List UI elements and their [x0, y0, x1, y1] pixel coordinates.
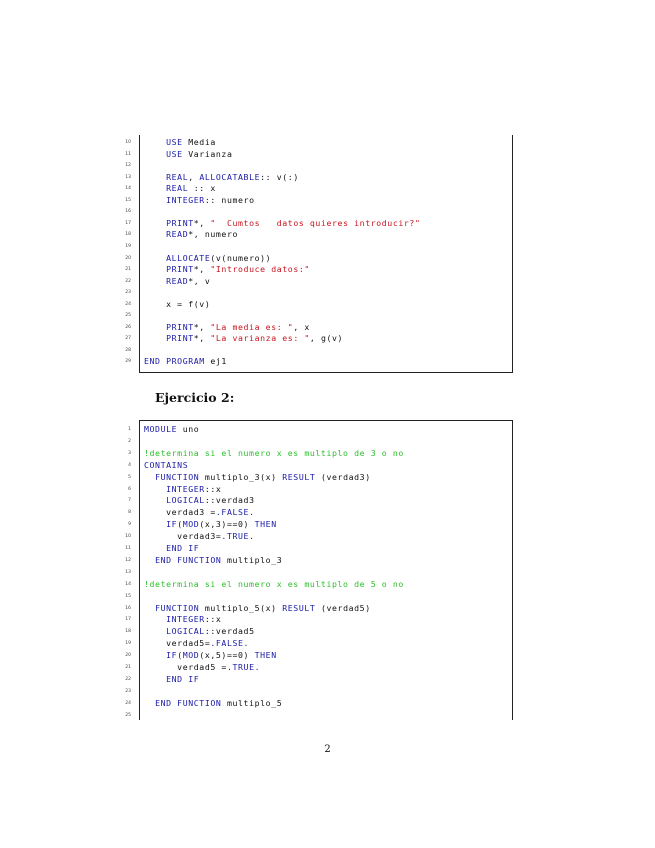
- line-number: 16: [125, 605, 131, 611]
- code-text: [144, 698, 282, 708]
- code-token: *, numero: [188, 229, 239, 240]
- line-number: 11: [125, 546, 131, 551]
- code-token: *, v: [188, 275, 211, 286]
- code-text: [144, 614, 221, 624]
- line-number: 10: [125, 140, 131, 145]
- code-keyword: IF: [166, 519, 178, 530]
- code-text: [144, 137, 216, 147]
- code-text: [144, 662, 260, 672]
- line-number: 18: [125, 232, 131, 238]
- line-number: 3: [128, 450, 131, 456]
- line-number: 21: [125, 267, 131, 273]
- line-number: 14: [125, 581, 131, 587]
- code-token: ::x: [204, 614, 222, 625]
- line-number: 20: [125, 255, 131, 261]
- code-keyword: END FUNCTION: [155, 554, 222, 565]
- code-token: , g(v): [309, 333, 344, 344]
- code-text: [144, 555, 282, 565]
- code-keyword: LOGICAL: [166, 495, 205, 506]
- code-keyword: READ: [166, 229, 189, 240]
- code-keyword: CONTAINS: [144, 459, 189, 470]
- line-number: 19: [125, 243, 131, 249]
- code-token: [144, 472, 155, 482]
- code-keyword: THEN: [254, 650, 277, 661]
- code-token: ::x: [204, 483, 222, 494]
- line-number: 25: [125, 712, 131, 718]
- code-keyword: END PROGRAM: [144, 356, 205, 367]
- code-text: [144, 333, 343, 343]
- code-token: multiplo_3: [221, 554, 283, 565]
- code-token: multiplo_3(x): [199, 471, 283, 482]
- code-token: [144, 698, 155, 708]
- code-text: [144, 484, 221, 494]
- code-token: [144, 183, 166, 193]
- code-token: [144, 276, 166, 286]
- line-number: 6: [128, 486, 131, 492]
- line-number: 12: [125, 557, 131, 563]
- code-token: [144, 626, 166, 636]
- code-keyword: .TRUE.: [221, 531, 255, 542]
- code-keyword: MODULE: [144, 424, 178, 434]
- code-text: [144, 356, 227, 366]
- code-text: [144, 424, 199, 434]
- line-number: 8: [128, 510, 131, 516]
- code-token: ::verdad5: [204, 626, 255, 637]
- code-keyword: END FUNCTION: [155, 697, 222, 708]
- code-token: (verdad3): [315, 471, 371, 482]
- page-number: 2: [324, 744, 331, 755]
- code-text: [144, 448, 404, 458]
- code-token: (verdad5): [315, 602, 371, 613]
- line-number: 22: [125, 676, 131, 682]
- code-keyword: PRINT: [166, 264, 194, 275]
- code-token: [144, 603, 155, 613]
- code-keyword: ALLOCATE: [166, 252, 211, 263]
- code-keyword: FUNCTION: [155, 471, 200, 482]
- code-token: [144, 264, 166, 274]
- code-token: ::verdad3: [204, 495, 255, 506]
- line-number: 7: [128, 498, 131, 504]
- code-keyword: MOD: [182, 650, 200, 661]
- code-text: [144, 460, 188, 470]
- code-keyword: REAL: [166, 183, 189, 194]
- code-keyword: REAL: [166, 171, 189, 182]
- code-token: verdad3 =: [144, 507, 216, 518]
- code-token: ej1: [204, 356, 227, 367]
- code-text: [144, 638, 249, 648]
- code-text: [144, 229, 238, 239]
- code-text: [144, 183, 216, 193]
- line-number: 20: [125, 653, 131, 659]
- code-token: *,: [193, 264, 211, 275]
- code-keyword: INTEGER: [166, 194, 205, 205]
- code-token: verdad5=: [144, 638, 211, 649]
- code-text: [144, 507, 255, 517]
- line-number: 1: [128, 427, 131, 432]
- code-keyword: END IF: [166, 673, 200, 684]
- code-keyword: .TRUE.: [226, 662, 261, 672]
- code-token: ,: [188, 171, 200, 182]
- code-token: (: [177, 519, 183, 530]
- line-number: 15: [125, 197, 131, 203]
- code-token: (x,3)==0): [199, 519, 255, 530]
- code-keyword: PRINT: [166, 321, 194, 332]
- code-token: [144, 674, 166, 684]
- line-number: 21: [125, 665, 131, 670]
- code-text: [144, 495, 255, 505]
- code-text: [144, 603, 371, 613]
- line-number: 27: [125, 336, 131, 342]
- code-token: [144, 229, 166, 239]
- code-listing-1: [125, 135, 513, 373]
- code-text: [144, 299, 210, 309]
- code-token: verdad3=: [144, 531, 222, 542]
- line-number: 16: [125, 209, 131, 215]
- code-keyword: LOGICAL: [166, 626, 205, 637]
- code-token: *,: [193, 321, 211, 332]
- code-keyword: PRINT: [166, 217, 194, 228]
- line-number: 23: [125, 290, 131, 296]
- code-token: verdad5 =: [144, 662, 227, 672]
- code-token: :: v(:): [260, 171, 299, 182]
- line-number: 4: [128, 462, 131, 468]
- line-number: 17: [125, 220, 131, 226]
- code-text: [144, 674, 199, 684]
- code-token: x = f(v): [144, 298, 211, 309]
- code-keyword: RESULT: [282, 602, 316, 613]
- code-token: multiplo_5: [221, 697, 283, 708]
- line-number: 5: [128, 474, 131, 480]
- code-keyword: READ: [166, 275, 189, 286]
- code-text: [144, 519, 277, 529]
- line-number: 17: [125, 617, 131, 623]
- code-text: [144, 195, 255, 205]
- code-keyword: END IF: [166, 543, 200, 553]
- code-text: [144, 650, 277, 660]
- line-number: 24: [125, 301, 131, 307]
- line-number: 19: [125, 641, 131, 647]
- line-number: 12: [125, 163, 131, 169]
- code-keyword: FUNCTION: [155, 602, 200, 613]
- line-number: 13: [125, 569, 131, 575]
- code-string: " Cumtos datos quieres introducir?": [210, 217, 421, 228]
- code-token: Media: [182, 137, 216, 147]
- code-token: multiplo_5(x): [199, 602, 283, 613]
- code-token: , x: [293, 321, 310, 332]
- code-token: [144, 614, 166, 624]
- code-keyword: ALLOCATABLE: [199, 171, 261, 182]
- code-token: :: x: [188, 183, 216, 194]
- code-token: :: numero: [204, 194, 255, 205]
- line-number: 23: [125, 688, 131, 694]
- line-number: 9: [128, 522, 131, 528]
- code-token: *,: [193, 217, 211, 228]
- code-text: [144, 218, 421, 228]
- line-number: 14: [125, 186, 131, 192]
- code-token: uno: [177, 424, 200, 434]
- code-keyword: .FALSE.: [215, 507, 255, 518]
- code-text: [144, 276, 210, 286]
- code-token: [144, 519, 166, 529]
- line-number: 28: [125, 347, 131, 353]
- code-listing-2: [125, 420, 513, 720]
- code-keyword: RESULT: [282, 471, 316, 482]
- code-token: [144, 172, 166, 182]
- code-token: [144, 650, 166, 660]
- code-keyword: USE: [166, 137, 183, 147]
- code-text: [144, 579, 404, 589]
- code-token: Varianza: [182, 148, 233, 159]
- code-token: [144, 543, 166, 553]
- code-text: [144, 543, 199, 553]
- code-token: [144, 555, 155, 565]
- line-number: 10: [125, 534, 131, 540]
- code-token: *,: [193, 333, 211, 344]
- code-string: "La varianza es: ": [210, 333, 310, 344]
- code-text: [144, 531, 255, 541]
- code-comment: !determina si el numero x es multiplo de 3 o no: [144, 447, 404, 458]
- code-comment: !determina si el numero x es multiplo de 5 o no: [144, 578, 404, 589]
- code-token: [144, 253, 166, 263]
- code-text: [144, 172, 299, 182]
- code-text: [144, 149, 232, 159]
- code-keyword: INTEGER: [166, 614, 205, 625]
- code-token: (v(numero)): [210, 252, 272, 263]
- line-number: 25: [125, 313, 131, 319]
- code-token: [144, 137, 166, 147]
- code-keyword: IF: [166, 650, 178, 661]
- line-number: 22: [125, 278, 131, 284]
- code-string: "La media es: ": [210, 321, 294, 332]
- code-token: [144, 484, 166, 494]
- line-number: 18: [125, 629, 131, 635]
- code-keyword: PRINT: [166, 333, 194, 344]
- code-text: [144, 322, 310, 332]
- line-number: 24: [125, 700, 131, 706]
- code-keyword: THEN: [254, 519, 277, 530]
- line-number: 2: [128, 438, 131, 444]
- line-number: 29: [125, 359, 131, 365]
- code-token: [144, 149, 166, 159]
- code-keyword: MOD: [182, 519, 200, 530]
- code-token: (: [177, 650, 183, 661]
- code-token: [144, 218, 166, 228]
- code-token: [144, 195, 166, 205]
- code-keyword: INTEGER: [166, 483, 205, 494]
- code-text: [144, 472, 371, 482]
- code-token: [144, 333, 166, 343]
- line-number: 26: [125, 324, 131, 330]
- line-number: 15: [125, 593, 131, 599]
- line-number: 11: [125, 151, 131, 157]
- code-text: [144, 264, 310, 274]
- line-number: 13: [125, 174, 131, 180]
- code-string: "Introduce datos:": [210, 264, 310, 275]
- code-text: [144, 253, 271, 263]
- code-keyword: USE: [166, 148, 183, 159]
- code-token: [144, 322, 166, 332]
- code-token: [144, 495, 166, 505]
- code-keyword: .FALSE.: [210, 638, 250, 649]
- section-heading: Ejercicio 2:: [155, 390, 235, 405]
- code-text: [144, 626, 255, 636]
- code-token: (x,5)==0): [199, 650, 255, 661]
